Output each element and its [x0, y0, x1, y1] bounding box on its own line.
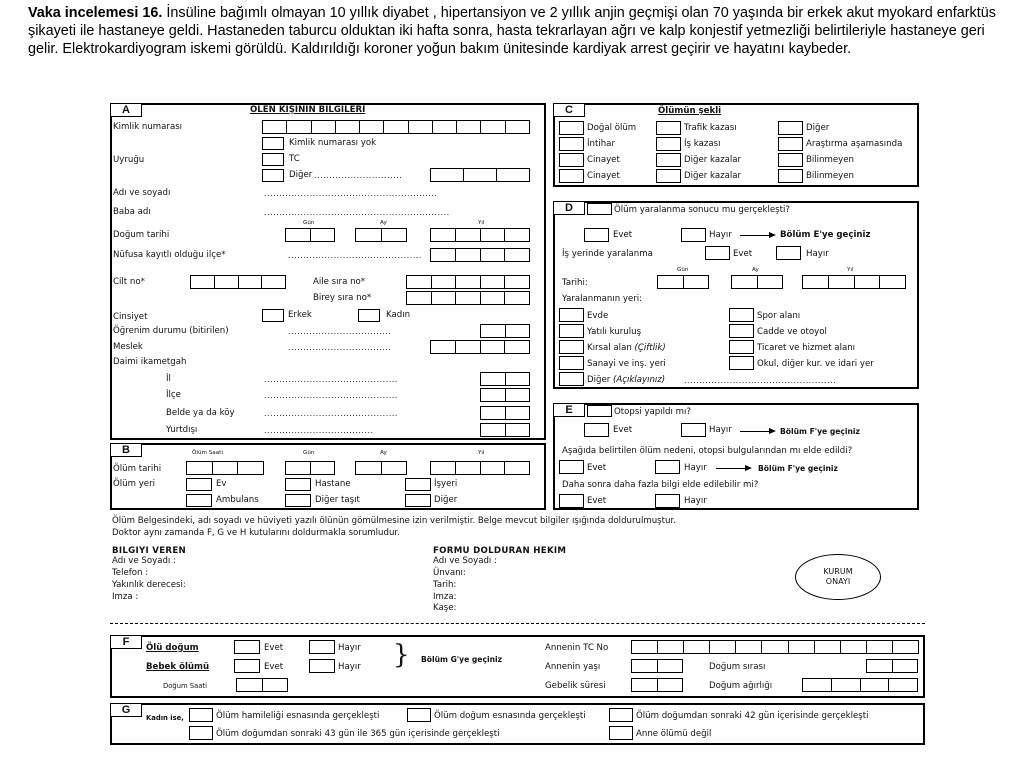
- f-olu-dogum-label: Ölü doğum: [146, 643, 199, 653]
- e-q3: Daha sonra daha fazla bilgi elde edilebilir mi?: [562, 480, 759, 490]
- ogrenim-dots: ..................................: [288, 327, 392, 336]
- label-meslek: Meslek: [113, 342, 143, 352]
- c-cinayet-label: Cinayet: [587, 155, 620, 165]
- isyeri-checkbox[interactable]: [405, 478, 431, 491]
- d-evet-checkbox[interactable]: [584, 228, 609, 242]
- c-trafik-kazasi-label: Trafik kazası: [684, 123, 737, 133]
- b-olum-saati-label: Ölüm Saati: [192, 450, 223, 456]
- label-ambulans: Ambulans: [216, 495, 259, 505]
- e-q3-hayir-label: Hayır: [684, 496, 707, 506]
- d-goto-e: Bölüm E'ye geçiniz: [780, 230, 871, 240]
- c-intihar-checkbox[interactable]: [559, 137, 584, 151]
- erkek-checkbox[interactable]: [262, 309, 284, 322]
- f-gebelik-boxes[interactable]: [631, 678, 683, 692]
- d-gun-boxes[interactable]: [657, 275, 709, 289]
- c-cinayet-2-label: Cinayet: [587, 171, 620, 181]
- section-e-tag: E: [553, 403, 585, 417]
- olum-yil-boxes[interactable]: [430, 461, 530, 475]
- d-hayir-checkbox[interactable]: [681, 228, 706, 242]
- olum-gun-boxes[interactable]: [285, 461, 335, 475]
- ambulans-checkbox[interactable]: [186, 494, 212, 507]
- dogum-yil-boxes[interactable]: [430, 228, 530, 242]
- section-g-tag: G: [110, 703, 142, 717]
- olum-ay-boxes[interactable]: [355, 461, 407, 475]
- nufus-ilce-dots: ............................................: [288, 251, 422, 260]
- f-bebek-evet-label: Evet: [264, 662, 284, 672]
- d-spor-label: Spor alanı: [757, 311, 801, 321]
- uyruk-code-boxes[interactable]: [430, 168, 530, 182]
- label-isyeri: İşyeri: [434, 479, 458, 489]
- c-arastirma-label: Araştırma aşamasında: [806, 139, 903, 149]
- d-diger-label: [587, 375, 665, 386]
- kadin-checkbox[interactable]: [358, 309, 380, 322]
- section-f-tag: F: [110, 635, 142, 649]
- e-goto-f: Bölüm F'ye geçiniz: [780, 427, 860, 436]
- footer-divider: [110, 623, 925, 624]
- belde-dots: ............................................: [264, 409, 398, 418]
- case-title: Vaka incelemesi 16.: [28, 5, 163, 21]
- label-birey-sira: Birey sıra no*: [313, 293, 372, 303]
- f-bebek-evet-checkbox[interactable]: [234, 659, 260, 673]
- g-opt4-label: Ölüm doğumdan sonraki 43 gün ile 365 gün içerisinde gerçekleşti: [216, 729, 500, 739]
- kimlik-yok-checkbox[interactable]: [262, 137, 284, 150]
- meslek-boxes[interactable]: [430, 340, 530, 354]
- c-diger-kazalar-2-label: Diğer kazalar: [684, 171, 742, 181]
- e-q2-goto-f: Bölüm F'ye geçiniz: [758, 464, 838, 473]
- e-q2-hayir-label: Hayır: [684, 463, 707, 473]
- d-hayir-label: Hayır: [709, 230, 732, 240]
- f-dogum-sirasi-boxes[interactable]: [866, 659, 918, 673]
- d-evde-label: Evde: [587, 311, 609, 321]
- d-gun-label: Gün: [677, 267, 689, 273]
- label-cilt-no: Cilt no*: [113, 277, 145, 287]
- d-yer-label: Yaralanmanın yeri:: [562, 294, 643, 304]
- il-boxes[interactable]: [480, 372, 530, 386]
- e-q2-hayir-checkbox[interactable]: [655, 460, 680, 474]
- c-bilinmeyen-2-label: Bilinmeyen: [806, 171, 854, 181]
- hastane-checkbox[interactable]: [285, 478, 311, 491]
- d-kirsal-checkbox[interactable]: [559, 340, 584, 354]
- diger-yer-checkbox[interactable]: [405, 494, 431, 507]
- stamp-line-1: KURUM: [823, 567, 853, 576]
- a-gun-label: Gün: [303, 220, 315, 226]
- e-q2-evet-checkbox[interactable]: [559, 460, 584, 474]
- d-is-evet-label: Evet: [733, 249, 753, 259]
- ev-checkbox[interactable]: [186, 478, 212, 491]
- c-is-kazasi-label: İş kazası: [684, 139, 721, 149]
- footer-note-1: Ölüm Belgesindeki, adı soyadı ve hüviyeti yazılı ölünün gömülmesine izin verilmiştir. Belge mevcut bilgiler ışığında doldurulmuştur.: [112, 516, 676, 526]
- label-ev: Ev: [216, 479, 227, 489]
- f-annenin-tc-label: Annenin TC No: [545, 643, 609, 653]
- d-diger-checkbox[interactable]: [559, 372, 584, 386]
- a-yil-label: Yıl: [478, 220, 485, 226]
- d-yatili-label: Yatılı kuruluş: [587, 327, 642, 337]
- d-ay-label: Ay: [752, 267, 759, 273]
- c-dogal-olum-checkbox[interactable]: [559, 121, 584, 135]
- d-diger-dots: ..................................................: [684, 376, 837, 385]
- label-diger-yer: Diğer: [434, 495, 458, 505]
- g-opt1-checkbox[interactable]: [189, 708, 213, 722]
- d-question-checkbox[interactable]: [587, 203, 612, 215]
- d-kirsal-label: [587, 343, 666, 354]
- d-diger-text: Diğer: [587, 375, 611, 385]
- d-tarihi-label: Tarihi:: [562, 278, 588, 288]
- d-kirsal-text: Kırsal alan: [587, 343, 632, 353]
- cilt-no-boxes[interactable]: [190, 275, 286, 289]
- label-erkek: Erkek: [288, 310, 312, 320]
- d-evde-checkbox[interactable]: [559, 308, 584, 322]
- c-bilinmeyen-checkbox[interactable]: [778, 153, 803, 167]
- c-intihar-label: İntihar: [587, 139, 615, 149]
- c-cinayet-2-checkbox[interactable]: [559, 169, 584, 183]
- label-belde: Belde ya da köy: [166, 408, 235, 418]
- informer-phone-label: Telefon :: [112, 568, 149, 578]
- g-opt2-label: Ölüm doğum esnasında gerçekleşti: [434, 711, 586, 721]
- label-diger-tasit: Diğer taşıt: [315, 495, 360, 505]
- stamp-line-2: ONAYI: [825, 577, 851, 586]
- f-annenin-yasi-label: Annenin yaşı: [545, 662, 601, 672]
- g-opt4-checkbox[interactable]: [189, 726, 213, 740]
- yurtdisi-boxes[interactable]: [480, 423, 530, 437]
- doctor-stamp-label: Kaşe:: [433, 603, 457, 613]
- b-gun-label: Gün: [303, 450, 315, 456]
- c-arastirma-checkbox[interactable]: [778, 137, 803, 151]
- d-okul-checkbox[interactable]: [729, 356, 754, 370]
- f-gebelik-label: Gebelik süresi: [545, 681, 606, 691]
- d-ticaret-checkbox[interactable]: [729, 340, 754, 354]
- informer-title: BILGIYI VEREN: [112, 546, 186, 556]
- kimlik-no-boxes[interactable]: [262, 120, 530, 134]
- d-spor-checkbox[interactable]: [729, 308, 754, 322]
- d-cadde-checkbox[interactable]: [729, 324, 754, 338]
- d-okul-label: Okul, diğer kur. ve idari yer: [757, 359, 874, 369]
- d-sanayi-checkbox[interactable]: [559, 356, 584, 370]
- d-ay-boxes[interactable]: [731, 275, 783, 289]
- ilce-dots: ............................................: [264, 391, 398, 400]
- nufus-ilce-boxes[interactable]: [430, 248, 530, 262]
- g-opt1-label: Ölüm hamileliği esnasında gerçekleşti: [216, 711, 380, 721]
- label-olum-yeri: Ölüm yeri: [113, 479, 155, 489]
- e-hayir-label: Hayır: [709, 425, 732, 435]
- e-evet-checkbox[interactable]: [584, 423, 609, 437]
- c-cinayet-checkbox[interactable]: [559, 153, 584, 167]
- c-trafik-kazasi-checkbox[interactable]: [656, 121, 681, 135]
- d-sanayi-label: Sanayi ve inş. yeri: [587, 359, 666, 369]
- g-opt5-label: Anne ölümü değil: [636, 729, 712, 739]
- b-yil-label: Yıl: [478, 450, 485, 456]
- label-uyrugu: Uyruğu: [113, 155, 145, 165]
- e-q3-evet-checkbox[interactable]: [559, 494, 584, 508]
- aile-sira-boxes[interactable]: [406, 275, 530, 289]
- d-aciklayiniz-text: (Açıklayınız): [613, 375, 666, 385]
- g-opt2-checkbox[interactable]: [407, 708, 431, 722]
- f-dogum-sirasi-label: Doğum sırası: [709, 662, 766, 672]
- g-kadin-ise-label: Kadın ise,: [146, 714, 184, 722]
- meslek-dots: ..................................: [288, 343, 392, 352]
- e-arrow-icon: [740, 431, 774, 432]
- f-dogum-agirligi-boxes[interactable]: [802, 678, 918, 692]
- c-diger-kazalar-label: Diğer kazalar: [684, 155, 742, 165]
- d-cadde-label: Cadde ve otoyol: [757, 327, 827, 337]
- c-dogal-olum-label: Doğal ölüm: [587, 123, 637, 133]
- label-il: İl: [166, 374, 171, 384]
- e-q2: Aşağıda belirtilen ölüm nedeni, otopsi bulgularından mı elde edildi?: [562, 446, 853, 456]
- f-olu-hayir-checkbox[interactable]: [309, 640, 335, 654]
- c-diger-kazalar-2-checkbox[interactable]: [656, 169, 681, 183]
- adi-soyadi-dots: .........................................................: [264, 189, 438, 198]
- doctor-title: FORMU DOLDURAN HEKIM: [433, 546, 567, 556]
- e-question-checkbox[interactable]: [587, 405, 612, 417]
- d-ticaret-label: Ticaret ve hizmet alanı: [757, 343, 856, 353]
- diger-uyruk-dots: .............................: [314, 171, 403, 180]
- dogum-gun-boxes[interactable]: [285, 228, 335, 242]
- belde-boxes[interactable]: [480, 406, 530, 420]
- f-dogum-saati-boxes[interactable]: [236, 678, 288, 692]
- f-olu-evet-label: Evet: [264, 643, 284, 653]
- f-goto-g: Bölüm G'ye geçiniz: [421, 655, 502, 664]
- label-olum-tarihi: Ölüm tarihi: [113, 464, 162, 474]
- d-is-hayir-checkbox[interactable]: [776, 246, 801, 260]
- c-diger-kazalar-checkbox[interactable]: [656, 153, 681, 167]
- e-q3-hayir-checkbox[interactable]: [655, 494, 680, 508]
- section-d-tag: D: [553, 201, 585, 215]
- il-dots: ............................................: [264, 375, 398, 384]
- label-diger-uyruk: Diğer: [289, 170, 313, 180]
- label-tc: TC: [289, 154, 300, 164]
- d-question: Ölüm yaralanma sonucu mu gerçekleşti?: [614, 205, 790, 215]
- dogum-ay-boxes[interactable]: [355, 228, 407, 242]
- d-evet-label: Evet: [613, 230, 633, 240]
- diger-tasit-checkbox[interactable]: [285, 494, 311, 507]
- c-bilinmeyen-label: Bilinmeyen: [806, 155, 854, 165]
- section-c-tag: C: [553, 103, 585, 117]
- label-ikametgah: Daimi ikametgah: [113, 357, 187, 367]
- f-bebek-olumu-label: Bebek ölümü: [146, 662, 210, 672]
- f-olu-hayir-label: Hayır: [338, 643, 361, 653]
- label-cinsiyet: Cinsiyet: [113, 312, 148, 322]
- d-yatili-checkbox[interactable]: [559, 324, 584, 338]
- ilce-boxes[interactable]: [480, 388, 530, 402]
- e-question: Otopsi yapıldı mı?: [614, 407, 691, 417]
- f-dogum-saati-label: Doğum Saati: [163, 682, 207, 690]
- label-kimlik-yok: Kimlik numarası yok: [289, 138, 377, 148]
- f-bebek-hayir-checkbox[interactable]: [309, 659, 335, 673]
- g-opt3-label: Ölüm doğumdan sonraki 42 gün içerisinde gerçekleşti: [636, 711, 869, 721]
- e-q2-evet-label: Evet: [587, 463, 607, 473]
- e-q2-arrow-icon: [716, 468, 750, 469]
- doctor-name-label: Adı ve Soyadı :: [433, 556, 497, 566]
- label-kadin: Kadın: [386, 310, 411, 320]
- f-olu-evet-checkbox[interactable]: [234, 640, 260, 654]
- doctor-title-label: Ünvanı:: [433, 568, 466, 578]
- section-a-tag: A: [110, 103, 142, 117]
- a-ay-label: Ay: [380, 220, 387, 226]
- d-arrow-icon: [740, 235, 774, 236]
- informer-relation-label: Yakınlık derecesi:: [112, 580, 186, 590]
- case-intro: [28, 4, 1003, 58]
- f-bebek-hayir-label: Hayır: [338, 662, 361, 672]
- footer-note-2: Doktor aynı zamanda F, G ve H kutularını doldurmakla sorumludur.: [112, 528, 400, 538]
- label-dogum-tarihi: Doğum tarihi: [113, 230, 170, 240]
- ogrenim-boxes[interactable]: [480, 324, 530, 338]
- informer-sign-label: Imza :: [112, 592, 139, 602]
- d-is-evet-checkbox[interactable]: [705, 246, 730, 260]
- yurtdisi-dots: ....................................: [264, 426, 374, 435]
- f-annenin-tc-boxes[interactable]: [631, 640, 919, 654]
- b-ay-label: Ay: [380, 450, 387, 456]
- label-adi-soyadi: Adı ve soyadı: [113, 188, 171, 198]
- label-nufus-ilce: Nüfusa kayıtlı olduğu ilçe*: [113, 250, 226, 260]
- birey-sira-boxes[interactable]: [406, 291, 530, 305]
- c-bilinmeyen-2-checkbox[interactable]: [778, 169, 803, 183]
- g-opt3-checkbox[interactable]: [609, 708, 633, 722]
- institution-stamp: [795, 554, 881, 600]
- diger-uyruk-checkbox[interactable]: [262, 169, 284, 182]
- label-kimlik-no: Kimlik numarası: [113, 122, 183, 132]
- c-diger-checkbox[interactable]: [778, 121, 803, 135]
- label-ilce: İlçe: [166, 390, 181, 400]
- d-yil-label: Yıl: [847, 267, 854, 273]
- d-is-yerinde-label: İş yerinde yaralanma: [562, 249, 653, 259]
- e-q3-evet-label: Evet: [587, 496, 607, 506]
- doctor-sign-label: Imza:: [433, 592, 457, 602]
- baba-adi-dots: .............................................................: [264, 208, 450, 217]
- label-yurtdisi: Yurtdışı: [166, 425, 198, 435]
- section-b-tag: B: [110, 443, 142, 457]
- f-brace-icon: }: [393, 640, 410, 670]
- doctor-date-label: Tarih:: [433, 580, 457, 590]
- section-c-title: Ölümün şekli: [658, 106, 722, 116]
- d-ciftlik-text: (Çiftlik): [634, 343, 666, 353]
- label-hastane: Hastane: [315, 479, 351, 489]
- d-is-hayir-label: Hayır: [806, 249, 829, 259]
- informer-name-label: Adı ve Soyadı :: [112, 556, 176, 566]
- f-annenin-yasi-boxes[interactable]: [631, 659, 683, 673]
- label-baba-adi: Baba adı: [113, 207, 151, 217]
- f-dogum-agirligi-label: Doğum ağırlığı: [709, 681, 773, 691]
- c-diger-label: Diğer: [806, 123, 830, 133]
- olum-saat-boxes[interactable]: [186, 461, 264, 475]
- label-aile-sira: Aile sıra no*: [313, 277, 366, 287]
- case-text: İnsüline bağımlı olmayan 10 yıllık diyabet , hipertansiyon ve 2 yıllık anjin geçmişi olan 70 yaşında bir erkek akut myokard enfarktüs şikayeti ile hastaneye geldi. Hastaneden taburcu olduktan iki hafta sonra, hasta tekrarlayan ağrı ve kalp konjestif yetmezliği belirtileriyle hastaneye geri gelir. Elektrokardiyogram iskemi görüldü. Kaldırıldığı koroner yoğun bakım ünitesinde kardiyak arrest geçirir ve hayatını kaybeder.: [28, 5, 996, 57]
- e-hayir-checkbox[interactable]: [681, 423, 706, 437]
- g-opt5-checkbox[interactable]: [609, 726, 633, 740]
- tc-checkbox[interactable]: [262, 153, 284, 166]
- section-a-title: OLEN KIŞININ BILGILERI: [250, 105, 366, 115]
- label-ogrenim: Öğrenim durumu (bitirilen): [113, 326, 229, 336]
- d-yil-boxes[interactable]: [802, 275, 906, 289]
- e-evet-label: Evet: [613, 425, 633, 435]
- c-is-kazasi-checkbox[interactable]: [656, 137, 681, 151]
